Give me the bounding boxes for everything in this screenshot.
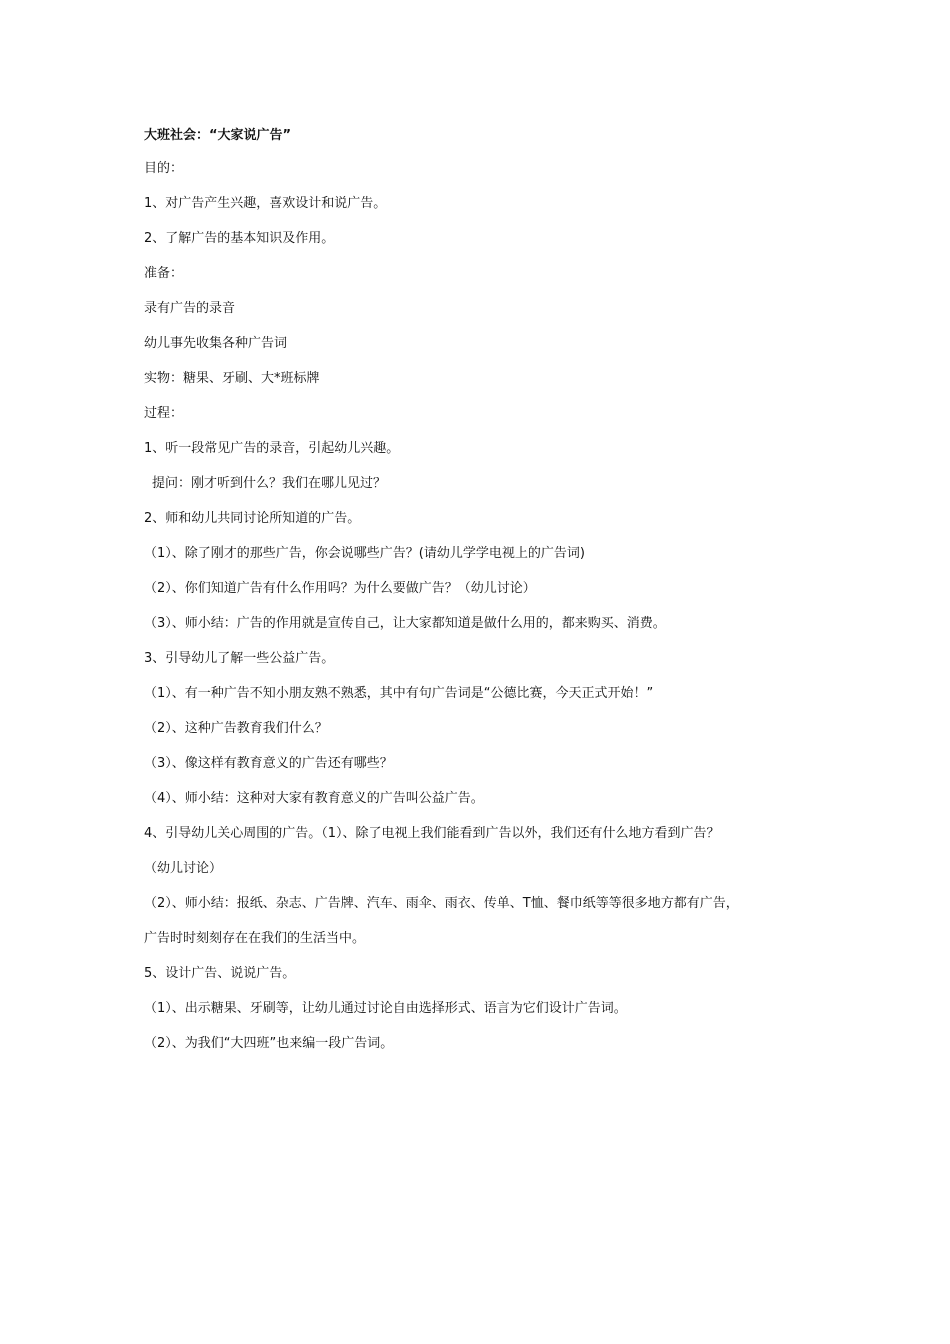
process-step-4-sub-2: （2）、师小结：报纸、杂志、广告牌、汽车、雨伞、雨衣、传单、T恤、餐巾纸等等很多地方都有广告，	[144, 896, 739, 911]
heading-process: 过程：	[144, 406, 184, 421]
preparation-item-1: 录有广告的录音	[144, 301, 236, 316]
process-step-5-sub-1: （1）、出示糖果、牙刷等，让幼儿通过讨论自由选择形式、语言为它们设计广告词。	[144, 1001, 627, 1016]
process-step-3-sub-4: （4）、师小结：这种对大家有教育意义的广告叫公益广告。	[144, 791, 484, 806]
process-step-4-sub-2-cont: 广告时时刻刻存在在我们的生活当中。	[144, 931, 366, 946]
process-step-3: 3、引导幼儿了解一些公益广告。	[144, 651, 335, 666]
preparation-item-3: 实物：糖果、牙刷、大*班标牌	[144, 371, 320, 386]
process-step-3-sub-2: （2）、这种广告教育我们什么？	[144, 721, 328, 736]
process-step-2-sub-2: （2）、你们知道广告有什么作用吗？为什么要做广告？（幼儿讨论）	[144, 581, 536, 596]
goal-item-2: 2、了解广告的基本知识及作用。	[144, 231, 335, 246]
heading-preparation: 准备：	[144, 266, 184, 281]
process-step-2: 2、师和幼儿共同讨论所知道的广告。	[144, 511, 361, 526]
process-step-2-sub-3: （3）、师小结：广告的作用就是宣传自己，让大家都知道是做什么用的，都来购买、消费。	[144, 616, 666, 631]
process-step-4-discussion: （幼儿讨论）	[144, 861, 223, 876]
heading-goals: 目的：	[144, 161, 184, 176]
process-step-5-sub-2: （2）、为我们“大四班”也来编一段广告词。	[144, 1036, 394, 1051]
preparation-item-2: 幼儿事先收集各种广告词	[144, 336, 288, 351]
process-step-1-question: 提问：刚才听到什么？我们在哪儿见过？	[152, 476, 387, 491]
document-body	[144, 126, 824, 1069]
process-step-3-sub-3: （3）、像这样有教育意义的广告还有哪些？	[144, 756, 393, 771]
process-step-4: 4、引导幼儿关心周围的广告。（1）、除了电视上我们能看到广告以外，我们还有什么地方看到广告？	[144, 826, 720, 841]
process-step-1: 1、听一段常见广告的录音，引起幼儿兴趣。	[144, 441, 400, 456]
goal-item-1: 1、对广告产生兴趣，喜欢设计和说广告。	[144, 196, 387, 211]
process-step-5: 5、设计广告、说说广告。	[144, 966, 296, 981]
process-step-2-sub-1: （1）、除了刚才的那些广告，你会说哪些广告？(请幼儿学学电视上的广告词)	[144, 546, 585, 561]
document-title: 大班社会：“大家说广告”	[144, 128, 292, 143]
process-step-3-sub-1: （1）、有一种广告不知小朋友熟不熟悉，其中有句广告词是“公德比赛，今天正式开始！”	[144, 686, 654, 701]
